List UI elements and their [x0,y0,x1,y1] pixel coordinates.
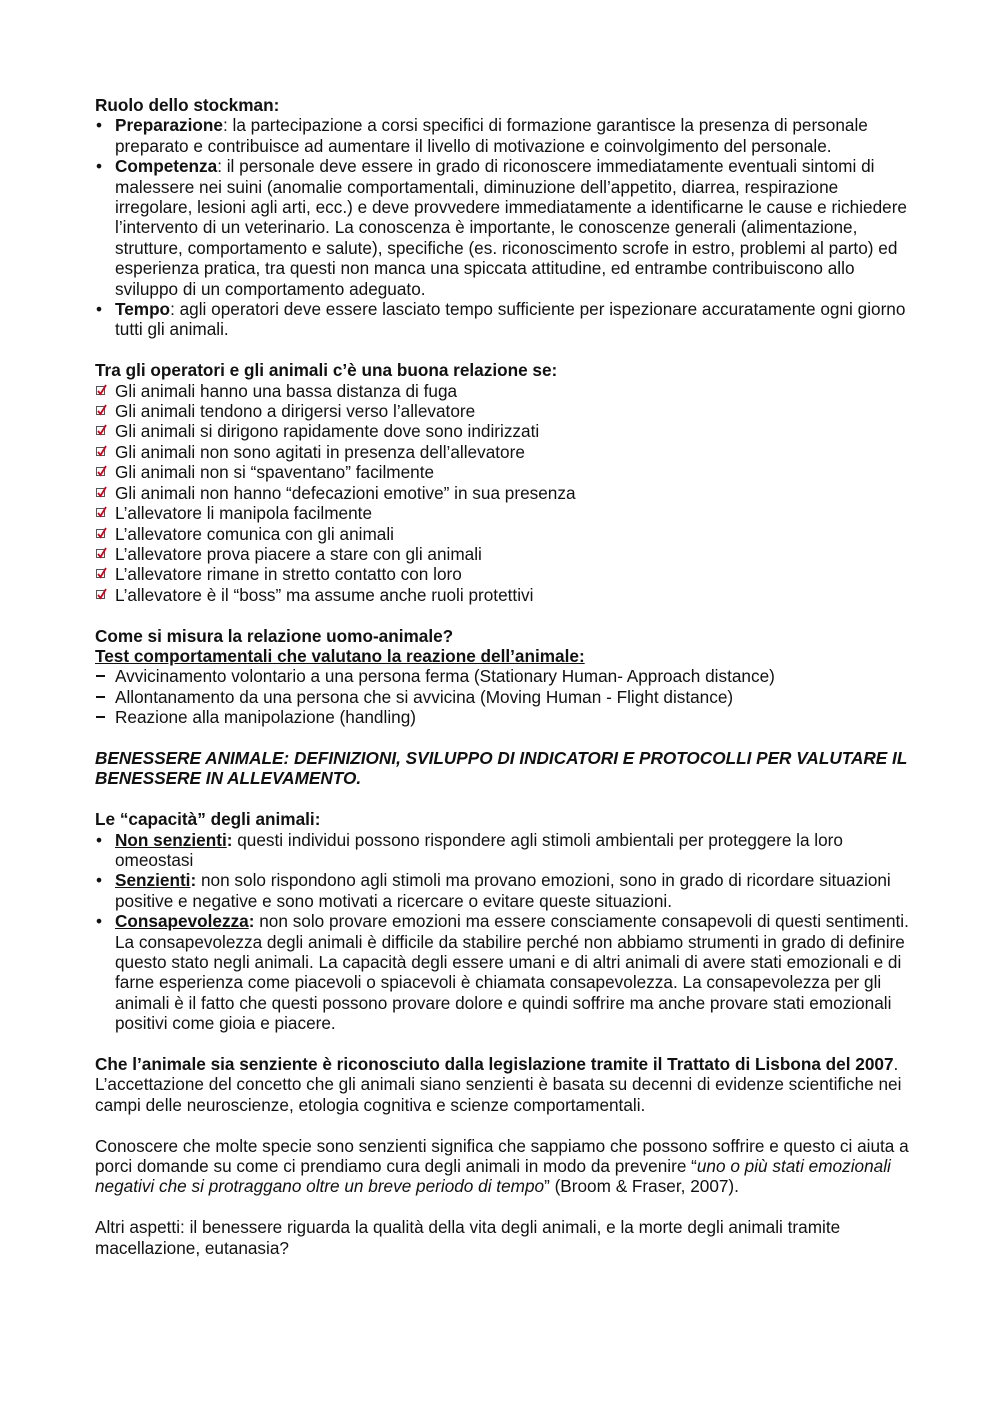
list-item [95,830,910,871]
citation-text: ” (Broom & Fraser, 2007). [544,1176,739,1197]
checklist-item [95,401,910,421]
document-page [95,95,910,1258]
checkbox-checked-icon [96,488,105,497]
list-item-text: non solo rispondono agli stimoli ma provano emozioni, sono in grado di ricordare situazioni positive e negative e sono motivati a ricercare o evitare queste situazioni. [115,870,891,911]
checkbox-checked-icon [96,508,105,517]
list-item [95,156,910,299]
list-item [95,687,910,707]
dash-bullet-icon [96,696,105,698]
checklist-item [95,442,910,462]
term-non-senzienti: Non senzienti [115,829,227,850]
text-tempo: : agli operatori deve essere lasciato tempo sufficiente per ispezionare accuratamente ogni giorno tutti gli animali. [115,299,906,340]
paragraph-specie-senzienti [95,1136,910,1197]
checkbox-checked-icon [96,590,105,599]
paragraph-altri-aspetti: Altri aspetti: il benessere riguarda la qualità della vita degli animali, e la morte degli animali tramite macellazione, eutanasia? [95,1217,841,1258]
heading-relazione-uomo-animale: Come si misura la relazione uomo-animale? [95,625,454,646]
checkbox-checked-icon [96,426,105,435]
dash-bullet-icon [96,675,105,677]
checklist-text: L’allevatore è il “boss” ma assume anche ruoli protettivi [115,584,534,605]
term-colon: : [248,911,255,932]
list-item-text: Reazione alla manipolazione (handling) [115,707,416,728]
term-colon: : [226,829,233,850]
checklist-item [95,462,910,482]
heading-buona-relazione: Tra gli operatori e gli animali c’è una buona relazione se: [95,360,558,381]
term-colon: : [190,870,197,891]
capacita-list [95,830,910,1034]
test-list [95,666,910,727]
heading-capacita: Le “capacità” degli animali: [95,809,321,830]
text-preparazione: : la partecipazione a corsi specifici di formazione garantisce la presenza di personale preparato e contribuisce ad aumentare il livello di motivazione e coinvolgimento del personale. [115,115,868,156]
heading-ruolo-stockman: Ruolo dello stockman: [95,95,280,115]
checklist-text: L’allevatore prova piacere a stare con gli animali [115,543,482,564]
checklist-item [95,544,910,564]
checklist-text: Gli animali non sono agitati in presenza dell’allevatore [115,441,525,462]
checkbox-checked-icon [96,529,105,538]
list-item-text: questi individui possono rispondere agli stimoli ambientali per proteggere la loro omeostasi [115,829,843,870]
term-senzienti: Senzienti [115,870,191,891]
checkbox-checked-icon [96,386,105,395]
list-item [95,299,910,340]
checklist-item [95,564,910,584]
list-item [95,666,910,686]
stockman-list [95,115,910,339]
list-item-text: Allontanamento da una persona che si avvicina (Moving Human - Flight distance) [115,686,734,707]
checklist-item [95,381,910,401]
checklist-text: Gli animali non si “spaventano” facilmente [115,462,435,483]
checklist-text: Gli animali si dirigono rapidamente dove sono indirizzati [115,421,540,442]
checklist-text: Gli animali tendono a dirigersi verso l’allevatore [115,401,476,422]
section-title-benessere: BENESSERE ANIMALE: DEFINIZIONI, SVILUPPO DI INDICATORI E PROTOCOLLI PER VALUTARE IL BENESSERE IN ALLEVAMENTO. [95,747,908,789]
paragraph-text: . L’accettazione del concetto che gli animali siano senzienti è basata su decenni di evidenze scientifiche nei campi delle neuroscienze, etologia cognitiva e scienze comportamentali. [95,1054,902,1115]
checklist-item [95,503,910,523]
list-item [95,115,910,156]
checklist-item [95,585,910,605]
checkbox-checked-icon [96,549,105,558]
checklist-text: L’allevatore li manipola facilmente [115,503,372,524]
term-competenza: Competenza [115,156,218,177]
subheading-test-comportamentali: Test comportamentali che valutano la reazione dell’animale: [95,645,585,666]
paragraph-trattato-lisbona [95,1054,910,1115]
term-tempo: Tempo [115,299,171,320]
checkbox-checked-icon [96,467,105,476]
bold-statement: Che l’animale sia senziente è riconosciuto dalla legislazione tramite il Trattato di Lisbona del 2007 [95,1054,894,1075]
list-item [95,870,910,911]
checklist-item [95,483,910,503]
relationship-checklist [95,381,910,605]
checkbox-checked-icon [96,406,105,415]
quoted-definition: uno o più stati emozionali negativi che si protraggano oltre un breve periodo di tempo [95,1156,891,1197]
term-preparazione: Preparazione [115,115,223,136]
checklist-item [95,524,910,544]
list-item [95,911,910,1033]
checklist-text: Gli animali non hanno “defecazioni emotive” in sua presenza [115,482,576,503]
text-competenza: : il personale deve essere in grado di riconoscere immediatamente eventuali sintomi di malessere nei suini (anomalie comportamentali, diminuzione dell’appetito, diarrea, respirazione irregolare, lesioni agli arti, ecc.) e deve provvedere immediatamente a identificarne le cause e richiedere l’intervento di un veterinario. La conoscenza è importante, le conoscenze generali (alimentazione, strutture, comportamento e salute), specifiche (es. riconoscimento scrofe in estro, problemi al parto) ed esperienza pratica, tra questi non manca una spiccata attitudine, ed entrambe contribuiscono allo sviluppo di un comportamento adeguato. [115,156,907,299]
checkbox-checked-icon [96,569,105,578]
list-item-text: non solo provare emozioni ma essere consciamente consapevoli di questi sentimenti. La consapevolezza degli animali è difficile da stabilire perché non abbiamo strumenti in grado di definire questo stato negli animali. La capacità degli essere umani e di altri animali di avere stati emozionali e di farne esperienza come piacevoli o spiacevoli è chiamata consapevolezza. La consapevolezza per gli animali è il fatto che questi possono provare dolore e quindi soffrire ma anche provare stati emozionali positivi come gioia e piacere. [115,911,909,1034]
checklist-text: L’allevatore rimane in stretto contatto con loro [115,564,462,585]
dash-bullet-icon [96,716,105,718]
checkbox-checked-icon [96,447,105,456]
list-item-text: Avvicinamento volontario a una persona ferma (Stationary Human- Approach distance) [115,666,775,687]
term-consapevolezza: Consapevolezza [115,911,249,932]
checklist-text: L’allevatore comunica con gli animali [115,523,394,544]
checklist-item [95,421,910,441]
list-item [95,707,910,727]
checklist-text: Gli animali hanno una bassa distanza di fuga [115,380,458,401]
paragraph-text: Conoscere che molte specie sono senzienti significa che sappiamo che possono soffrire e questo ci aiuta a porci domande su come ci prendiamo cura degli animali in modo da prevenire “ [95,1135,909,1177]
